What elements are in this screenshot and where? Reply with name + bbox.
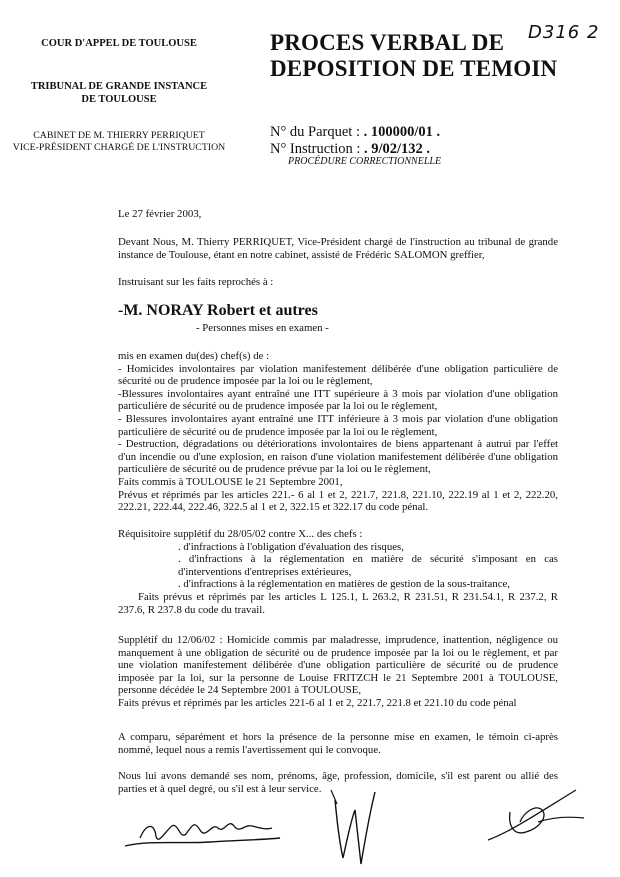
instruction-value: . 9/02/132 .	[364, 141, 431, 157]
charge-item: - Blessures involontaires ayant entraîné une ITT inférieure à 3 mois par violation d'une obligation particulière de sécurité ou de prudence imposée par la loi ou le règlement,	[118, 412, 558, 438]
charge-item: - Destruction, dégradations ou détériorations involontaires de biens appartenant à autrui par l'effet d'un incendie ou d'une explosion, en raison d'une violation manifestement délibérée d'une obligation particulière de sécurité ou de prudence prévue par la loi ou le règlement,	[118, 438, 558, 476]
signature-temoin	[325, 780, 385, 870]
requisitoire-item: . d'infractions à la réglementation en matière de sécurité s'imposant en cas d'interventions d'entreprises extérieures,	[178, 553, 558, 578]
accused-name: -M. NORAY Robert et autres	[118, 302, 318, 319]
signature-greffier	[120, 800, 290, 860]
requisitoire-faits: Faits prévus et réprimés par les articles L 125.1, L 263.2, R 231.51, R 231.54.1, R 237.2, R 237.6, R 237.8 du code du travail.	[118, 590, 558, 616]
cabinet-line2: VICE-PRÉSIDENT CHARGÉ DE L'INSTRUCTION	[12, 142, 226, 153]
tribunal-header	[0, 80, 238, 106]
charge-item: -Blessures involontaires ayant entraîné une ITT supérieure à 3 mois par violation d'une obligation particulière de sécurité ou de prudence imposée par la loi ou le règlement,	[118, 387, 558, 413]
signature-juge	[480, 782, 590, 852]
handwritten-document-number: D316 2	[528, 22, 600, 43]
date-line: Le 27 février 2003,	[118, 208, 202, 220]
case-references	[270, 124, 440, 158]
suppletif-text: Supplétif du 12/06/02 : Homicide commis par maladresse, imprudence, inattention, négligence ou manquement à une obligation de sécurité ou de prudence imposée par la loi ou le règlement, et par une violation manifestement délibérée d'une obligation particulière de sécurité ou de prudence imposée par la loi, sur la personne de Louise FRITZCH le 21 Septembre 2001 à TOULOUSE, personne décédée le 24 Septembre 2001 à TOULOUSE,	[118, 634, 558, 697]
tgi-line2: DE TOULOUSE	[81, 94, 157, 105]
title-line1: PROCES VERBAL DE	[270, 30, 505, 55]
cabinet-header	[0, 130, 238, 154]
charges-faits-commis: Faits commis à TOULOUSE le 21 Septembre 2001,	[118, 475, 343, 488]
a-compamu-paragraph: A comparu, séparément et hors la présence de la personne mise en examen, le témoin ci-après nommé, lequel nous a remis l'avertissement qui le convoque.	[118, 731, 558, 756]
suppletif-faits: Faits prévus et réprimés par les articles 221-6 al 1 et 2, 221.7, 221.8 et 221.10 du code pénal	[118, 696, 517, 709]
charges-articles: Prévus et réprimés par les articles 221.- 6 al 1 et 2, 221.7, 221.8, 221.10, 222.19 al 1 et 2, 222.20, 222.21, 222.44, 222.46, 322.5 al 1 et 2, 322.15 et 322.17 du code pénal.	[118, 488, 558, 514]
court-of-appeal-header	[0, 37, 238, 50]
charges-intro: mis en examen du(des) chef(s) de :	[118, 350, 270, 362]
instruisant-line: Instruisant sur les faits reprochés à :	[118, 276, 274, 288]
accused-subtitle: - Personnes mises en examen -	[196, 322, 329, 334]
suppletif-block	[118, 634, 558, 710]
charge-item: - Homicides involontaires par violation manifestement délibérée d'une obligation particulière de sécurité ou de prudence imposée par la loi ou le règlement,	[118, 362, 558, 388]
parquet-value: . 100000/01 .	[363, 124, 441, 140]
requisitoire-intro: Réquisitoire supplétif du 28/05/02 contre X... des chefs :	[118, 528, 363, 540]
charges-block	[118, 350, 558, 514]
requisitoire-item: . d'infractions à l'obligation d'évaluation des risques,	[178, 540, 404, 553]
cabinet-line1: CABINET DE M. THIERRY PERRIQUET	[33, 130, 205, 141]
requisitoire-block	[118, 528, 558, 616]
requisitoire-item: . d'infractions à la réglementation en matières de gestion de la sous-traitance,	[178, 578, 511, 591]
title-line2: DEPOSITION DE TEMOIN	[270, 56, 558, 81]
devant-nous-paragraph: Devant Nous, M. Thierry PERRIQUET, Vice-Président chargé de l'instruction au tribunal de grande instance de Toulouse, étant en notre cabinet, assisté de Frédéric SALOMON greffier,	[118, 236, 558, 261]
procedure-type: PROCÉDURE CORRECTIONNELLE	[288, 156, 442, 167]
instruction-label: N° Instruction :	[270, 141, 361, 157]
document-title	[270, 30, 570, 82]
parquet-label: N° du Parquet :	[270, 124, 360, 140]
court-appel-label: COUR D'APPEL DE TOULOUSE	[41, 38, 197, 49]
parquet-row	[270, 124, 440, 141]
nous-lui-paragraph: Nous lui avons demandé ses nom, prénoms, âge, profession, domicile, s'il est parent ou allié des parties et à quel degré, ou s'il est à leur service.	[118, 770, 558, 795]
tgi-line1: TRIBUNAL DE GRANDE INSTANCE	[30, 81, 208, 92]
